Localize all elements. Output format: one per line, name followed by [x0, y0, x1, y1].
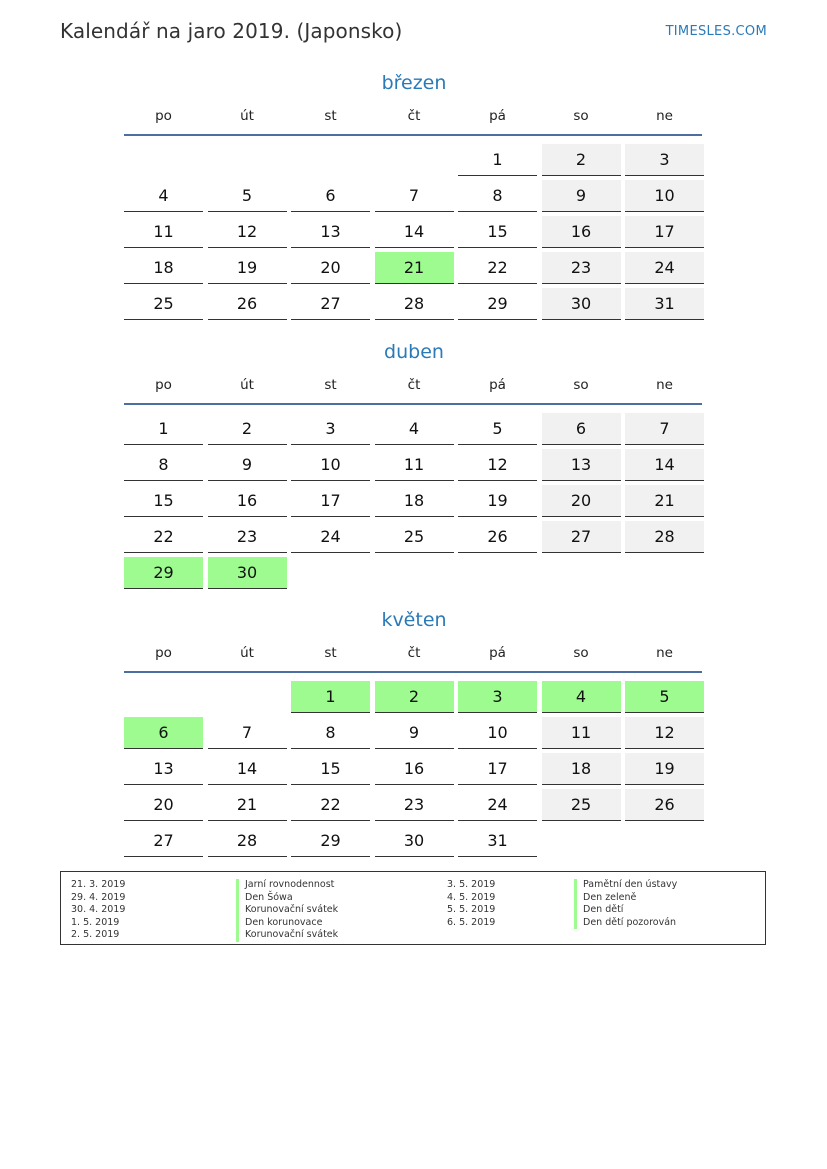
day-cell[interactable]: 11 [542, 717, 621, 749]
empty-day-cell [124, 681, 203, 713]
day-cell[interactable]: 10 [291, 449, 370, 481]
empty-day-cell [542, 825, 621, 857]
week-row [124, 176, 704, 212]
holiday-day-cell[interactable]: 5 [625, 681, 704, 713]
empty-day-cell [291, 144, 370, 176]
legend-date: 30. 4. 2019 [71, 904, 126, 915]
empty-day-cell [542, 557, 621, 589]
empty-day-cell [458, 557, 537, 589]
week-row [124, 821, 704, 857]
day-cell[interactable]: 21 [208, 789, 287, 821]
holiday-day-cell[interactable]: 30 [208, 557, 287, 589]
legend-holiday-name: Den korunovace [236, 917, 338, 930]
weekday-label: po [155, 108, 172, 124]
day-cell[interactable]: 21 [625, 485, 704, 517]
day-grid [124, 409, 704, 589]
empty-day-cell [625, 825, 704, 857]
day-cell[interactable]: 31 [625, 288, 704, 320]
empty-day-cell [208, 144, 287, 176]
weekday-label: út [240, 377, 254, 393]
legend-date: 4. 5. 2019 [447, 891, 496, 903]
day-cell[interactable]: 16 [208, 485, 287, 517]
legend-date: 6. 5. 2019 [447, 916, 496, 928]
day-cell[interactable]: 8 [291, 717, 370, 749]
day-cell[interactable]: 15 [124, 485, 203, 517]
week-row [124, 553, 704, 589]
day-cell[interactable]: 13 [291, 216, 370, 248]
weekday-label: po [155, 377, 172, 393]
day-cell[interactable]: 24 [625, 252, 704, 284]
holiday-day-cell[interactable]: 2 [375, 681, 454, 713]
day-grid [124, 140, 704, 320]
day-cell[interactable]: 14 [208, 753, 287, 785]
day-cell[interactable]: 2 [208, 413, 287, 445]
weekday-label: so [573, 108, 589, 124]
legend-date: 1. 5. 2019 [71, 916, 120, 928]
day-cell[interactable]: 19 [458, 485, 537, 517]
day-cell[interactable]: 7 [375, 180, 454, 212]
day-cell[interactable]: 15 [291, 753, 370, 785]
day-cell[interactable]: 4 [375, 413, 454, 445]
day-cell[interactable]: 1 [124, 413, 203, 445]
empty-day-cell [375, 557, 454, 589]
empty-day-cell [291, 557, 370, 589]
empty-day-cell [625, 557, 704, 589]
day-cell[interactable]: 26 [458, 521, 537, 553]
day-cell[interactable]: 18 [124, 252, 203, 284]
page-title: Kalendář na jaro 2019. (Japonsko) [60, 19, 403, 43]
day-cell[interactable]: 3 [625, 144, 704, 176]
day-cell[interactable]: 7 [208, 717, 287, 749]
legend-dates-right [447, 879, 495, 929]
week-row [124, 284, 704, 320]
weekday-label: ne [656, 645, 673, 661]
week-row [124, 409, 704, 445]
legend-date: 29. 4. 2019 [71, 891, 126, 903]
day-cell[interactable]: 1 [458, 144, 537, 176]
day-cell[interactable]: 25 [375, 521, 454, 553]
day-grid [124, 677, 704, 857]
weekday-header [124, 643, 704, 663]
brand-link[interactable]: TIMESLES.COM [665, 24, 767, 39]
day-cell[interactable]: 19 [625, 753, 704, 785]
weekday-label: st [324, 108, 337, 124]
day-cell[interactable]: 12 [625, 717, 704, 749]
week-row [124, 212, 704, 248]
legend-names-right [574, 879, 677, 929]
day-cell[interactable]: 27 [291, 288, 370, 320]
day-cell[interactable]: 23 [542, 252, 621, 284]
day-cell[interactable]: 11 [375, 449, 454, 481]
week-row [124, 749, 704, 785]
holiday-legend [60, 871, 766, 945]
day-cell[interactable]: 28 [208, 825, 287, 857]
day-cell[interactable]: 16 [542, 216, 621, 248]
day-cell[interactable]: 10 [625, 180, 704, 212]
day-cell[interactable]: 13 [124, 753, 203, 785]
day-cell[interactable]: 19 [208, 252, 287, 284]
day-cell[interactable]: 29 [291, 825, 370, 857]
day-cell[interactable]: 20 [124, 789, 203, 821]
holiday-day-cell[interactable]: 4 [542, 681, 621, 713]
weekday-label: pá [489, 377, 506, 393]
day-cell[interactable]: 23 [375, 789, 454, 821]
legend-names-left [236, 879, 338, 942]
day-cell[interactable]: 24 [291, 521, 370, 553]
day-cell[interactable]: 4 [124, 180, 203, 212]
holiday-day-cell[interactable]: 3 [458, 681, 537, 713]
day-cell[interactable]: 18 [542, 753, 621, 785]
empty-day-cell [375, 144, 454, 176]
legend-date: 3. 5. 2019 [447, 879, 496, 890]
weekday-label: st [324, 377, 337, 393]
legend-holiday-name: Den dětí pozorován [574, 917, 677, 930]
day-cell[interactable]: 22 [458, 252, 537, 284]
legend-holiday-name: Korunovační svátek [236, 904, 338, 917]
legend-holiday-name: Den zeleně [574, 892, 677, 905]
week-row [124, 248, 704, 284]
legend-date: 21. 3. 2019 [71, 879, 126, 890]
week-row [124, 785, 704, 821]
legend-date: 5. 5. 2019 [447, 904, 496, 915]
day-cell[interactable]: 22 [291, 789, 370, 821]
weekday-label: pá [489, 645, 506, 661]
weekday-label: ne [656, 377, 673, 393]
day-cell[interactable]: 20 [291, 252, 370, 284]
day-cell[interactable]: 9 [375, 717, 454, 749]
day-cell[interactable]: 14 [375, 216, 454, 248]
day-cell[interactable]: 14 [625, 449, 704, 481]
holiday-day-cell[interactable]: 21 [375, 252, 454, 284]
empty-day-cell [208, 681, 287, 713]
header-divider [124, 671, 702, 673]
day-cell[interactable]: 29 [458, 288, 537, 320]
header-divider [124, 403, 702, 405]
weekday-label: ne [656, 108, 673, 124]
weekday-label: st [324, 645, 337, 661]
legend-holiday-name: Korunovační svátek [236, 929, 338, 942]
day-cell[interactable]: 26 [208, 288, 287, 320]
month-may [124, 607, 704, 857]
day-cell[interactable]: 23 [208, 521, 287, 553]
day-cell[interactable]: 17 [625, 216, 704, 248]
day-cell[interactable]: 31 [458, 825, 537, 857]
weekday-label: čt [407, 108, 421, 124]
day-cell[interactable]: 13 [542, 449, 621, 481]
month-april [124, 339, 704, 589]
week-row [124, 713, 704, 749]
holiday-day-cell[interactable]: 29 [124, 557, 203, 589]
day-cell[interactable]: 20 [542, 485, 621, 517]
month-title: duben [384, 341, 444, 363]
day-cell[interactable]: 12 [208, 216, 287, 248]
day-cell[interactable]: 30 [375, 825, 454, 857]
day-cell[interactable]: 5 [458, 413, 537, 445]
day-cell[interactable]: 25 [124, 288, 203, 320]
day-cell[interactable]: 3 [291, 413, 370, 445]
day-cell[interactable]: 5 [208, 180, 287, 212]
weekday-label: po [155, 645, 172, 661]
month-march [124, 70, 704, 320]
day-cell[interactable]: 6 [291, 180, 370, 212]
day-cell[interactable]: 8 [124, 449, 203, 481]
day-cell[interactable]: 8 [458, 180, 537, 212]
day-cell[interactable]: 17 [458, 753, 537, 785]
week-row [124, 677, 704, 713]
day-cell[interactable]: 28 [625, 521, 704, 553]
weekday-label: út [240, 108, 254, 124]
legend-dates-left [71, 879, 125, 942]
day-cell[interactable]: 9 [208, 449, 287, 481]
day-cell[interactable]: 22 [124, 521, 203, 553]
day-cell[interactable]: 24 [458, 789, 537, 821]
legend-holiday-name: Den dětí [574, 904, 677, 917]
day-cell[interactable]: 9 [542, 180, 621, 212]
month-title: květen [381, 609, 447, 631]
day-cell[interactable]: 30 [542, 288, 621, 320]
weekday-label: pá [489, 108, 506, 124]
day-cell[interactable]: 11 [124, 216, 203, 248]
legend-holiday-name: Pamětní den ústavy [574, 879, 677, 892]
day-cell[interactable]: 25 [542, 789, 621, 821]
day-cell[interactable]: 10 [458, 717, 537, 749]
day-cell[interactable]: 28 [375, 288, 454, 320]
weekday-label: út [240, 645, 254, 661]
empty-day-cell [124, 144, 203, 176]
day-cell[interactable]: 7 [625, 413, 704, 445]
legend-holiday-name: Jarní rovnodennost [236, 879, 338, 892]
week-row [124, 140, 704, 176]
day-cell[interactable]: 26 [625, 789, 704, 821]
day-cell[interactable]: 2 [542, 144, 621, 176]
day-cell[interactable]: 16 [375, 753, 454, 785]
legend-holiday-name: Den Šówa [236, 892, 338, 905]
day-cell[interactable]: 27 [542, 521, 621, 553]
weekday-label: so [573, 377, 589, 393]
day-cell[interactable]: 12 [458, 449, 537, 481]
weekday-label: čt [407, 645, 421, 661]
weekday-label: so [573, 645, 589, 661]
day-cell[interactable]: 15 [458, 216, 537, 248]
weekday-header [124, 106, 704, 126]
day-cell[interactable]: 17 [291, 485, 370, 517]
header-divider [124, 134, 702, 136]
weekday-label: čt [407, 377, 421, 393]
day-cell[interactable]: 18 [375, 485, 454, 517]
holiday-day-cell[interactable]: 1 [291, 681, 370, 713]
day-cell[interactable]: 27 [124, 825, 203, 857]
month-title: březen [381, 72, 447, 94]
legend-date: 2. 5. 2019 [71, 929, 120, 940]
week-row [124, 445, 704, 481]
week-row [124, 517, 704, 553]
holiday-day-cell[interactable]: 6 [124, 717, 203, 749]
day-cell[interactable]: 6 [542, 413, 621, 445]
weekday-header [124, 375, 704, 395]
week-row [124, 481, 704, 517]
